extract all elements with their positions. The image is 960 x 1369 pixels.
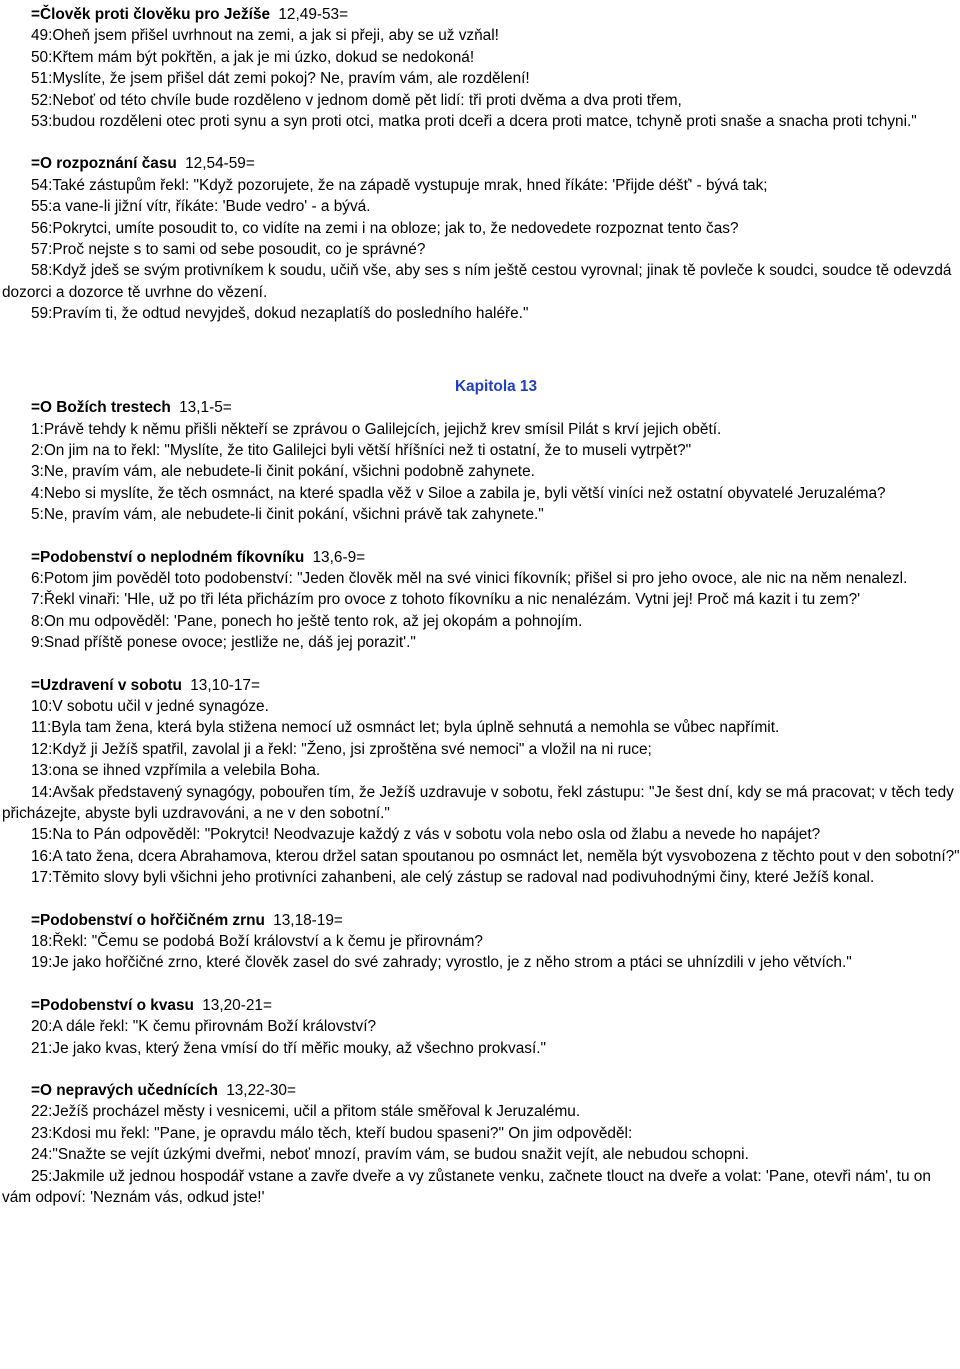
section-heading bbox=[2, 675, 960, 696]
section-title: =O Božích trestech bbox=[31, 399, 171, 417]
verse: 25:Jakmile už jednou hospodář vstane a zavře dveře a vy zůstanete venku, začnete tlouct na dveře a volat: 'Pane, otevři nám', tu on vám odpoví: 'Neznám vás, odkud jste!' bbox=[2, 1167, 931, 1207]
section-heading bbox=[2, 547, 960, 568]
section-heading bbox=[2, 397, 960, 418]
spacer bbox=[2, 1059, 960, 1080]
section-reference: 13,22-30= bbox=[226, 1082, 296, 1100]
section-heading bbox=[2, 995, 960, 1016]
verse: 14:Avšak představený synagógy, pobouřen tím, že Ježíš uzdravuje v sobotu, řekl zástupu: "Je šest dní, kdy se má pracovat; v těch tedy přicházejte, abyste byli uzdravováni, a ne v den sobotní." bbox=[2, 783, 954, 822]
verse: 52:Neboť od této chvíle bude rozděleno v jednom domě pět lidí: tři proti dvěma a dva proti třem, bbox=[31, 91, 682, 109]
verse: 17:Těmito slovy byli všichni jeho protivníci zahanbeni, ale celý zástup se radoval nad podivuhodnými činy, které Ježíš konal. bbox=[31, 869, 875, 887]
verse: 10:V sobotu učil v jedné synagóze. bbox=[31, 697, 269, 715]
verse: 16:A tato žena, dcera Abrahamova, kterou držel satan spoutanou po osmnáct let, neměla být vysvobozena z těchto pout v den sobotní?" bbox=[31, 847, 960, 865]
verse: 56:Pokrytci, umíte posoudit to, co vidíte na zemi i na obloze; jak to, že nedovedete rozpoznat tento čas? bbox=[31, 219, 739, 237]
verse: 53:budou rozděleni otec proti synu a syn proti otci, matka proti dceři a dcera proti matce, tchyně proti snaše a snacha proti tchyni." bbox=[31, 113, 917, 131]
section-reference: 12,49-53= bbox=[278, 6, 349, 23]
section-reference: 13,10-17= bbox=[190, 676, 260, 694]
verse: 9:Snad příště ponese ovoce; jestliže ne, dáš jej porazit'." bbox=[31, 634, 416, 652]
section-reference: 13,6-9= bbox=[312, 548, 366, 566]
verse: 1:Právě tehdy k němu přišli někteří se zprávou o Galilejcích, jejichž krev smísil Pilát s krví jejich obětí. bbox=[31, 420, 722, 438]
section-reference: 13,18-19= bbox=[273, 911, 343, 929]
verse: 23:Kdosi mu řekl: "Pane, je opravdu málo těch, kteří budou spaseni?" On jim odpověděl: bbox=[31, 1124, 633, 1142]
verse: 22:Ježíš procházel městy i vesnicemi, učil a přitom stále směřoval k Jeruzalému. bbox=[31, 1103, 581, 1121]
section-reference: 13,1-5= bbox=[179, 399, 232, 417]
verse: 2:On jim na to řekl: "Myslíte, že tito Galilejci byli větší hříšníci než ti ostatní, že to museli vytrpět?" bbox=[31, 441, 692, 459]
section-reference: 12,54-59= bbox=[185, 155, 255, 173]
section-heading bbox=[2, 153, 960, 174]
verse: 51:Myslíte, že jsem přišel dát zemi pokoj? Ne, pravím vám, ale rozdělení! bbox=[31, 70, 530, 88]
section-title: =Podobenství o neplodném fíkovníku bbox=[31, 548, 305, 566]
section-heading bbox=[2, 910, 960, 931]
verse: 20:A dále řekl: "K čemu přirovnám Boží království? bbox=[31, 1018, 377, 1036]
section-reference: 13,20-21= bbox=[202, 996, 272, 1014]
verse: 15:Na to Pán odpověděl: "Pokrytci! Neodvazuje každý z vás v sobotu vola nebo osla od žlabu a nevede ho napájet? bbox=[31, 826, 821, 844]
verse: 24:"Snažte se vejít úzkými dveřmi, neboť mnozí, pravím vám, se budou snažit vejít, ale nebudou schopni. bbox=[31, 1146, 749, 1164]
section-title: =Podobenství o kvasu bbox=[31, 996, 194, 1014]
spacer bbox=[2, 974, 960, 995]
verse: 55:a vane-li jižní vítr, říkáte: 'Bude vedro' - a bývá. bbox=[31, 198, 371, 216]
spacer bbox=[2, 654, 960, 675]
spacer bbox=[2, 526, 960, 547]
verse: 6:Potom jim pověděl toto podobenství: "Jeden člověk měl na své vinici fíkovník; přišel si pro jeho ovoce, ale nic na něm nenalezl. bbox=[31, 569, 908, 587]
verse: 13:ona se ihned vzpřímila a velebila Boha. bbox=[31, 762, 321, 780]
verse: 11:Byla tam žena, která byla stižena nemocí už osmnáct let; byla úplně sehnutá a nemohla se vůbec napřímit. bbox=[31, 719, 780, 737]
spacer bbox=[2, 325, 960, 376]
section-title: =Uzdravení v sobotu bbox=[31, 676, 182, 694]
section-heading bbox=[2, 4, 960, 25]
verse: 4:Nebo si myslíte, že těch osmnáct, na které spadla věž v Siloe a zabila je, byli větší viníci než ostatní obyvatelé Jeruzaléma? bbox=[31, 484, 886, 502]
chapter-title: Kapitola 13 bbox=[454, 377, 538, 395]
verse: 8:On mu odpověděl: 'Pane, ponech ho ještě tento rok, až jej okopám a pohnojím. bbox=[31, 612, 583, 630]
section-title: =O nepravých učednících bbox=[31, 1082, 218, 1100]
verse: 21:Je jako kvas, který žena vmísí do tří měřic mouky, až všechno prokvasí." bbox=[31, 1039, 546, 1057]
spacer bbox=[2, 889, 960, 910]
section-title: =Člověk proti člověku pro Ježíše bbox=[31, 6, 271, 23]
verse: 19:Je jako hořčičné zrno, které člověk zasel do své zahrady; vyrostlo, je z něho strom a ptáci se uhnízdili v jeho větvích." bbox=[31, 954, 852, 972]
verse: 5:Ne, pravím vám, ale nebudete-li činit pokání, všichni právě tak zahynete." bbox=[31, 506, 544, 524]
verse: 58:Když jdeš se svým protivníkem k soudu, učiň vše, aby ses s ním ještě cestou vyrovnal; jinak tě povleče k soudci, soudce tě odevzdá dozorci a dozorce tě uvrhne do vězení. bbox=[2, 262, 952, 301]
verse: 18:Řekl: "Čemu se podobá Boží království a k čemu je přirovnám? bbox=[31, 933, 483, 951]
verse: 3:Ne, pravím vám, ale nebudete-li činit pokání, všichni podobně zahynete. bbox=[31, 463, 535, 481]
verse: 57:Proč nejste s to sami od sebe posoudit, co je správné? bbox=[31, 241, 426, 259]
section-heading bbox=[2, 1080, 960, 1101]
verse: 12:Když ji Ježíš spatřil, zavolal ji a řekl: "Ženo, jsi zproštěna své nemoci" a vložil na ni ruce; bbox=[31, 740, 652, 758]
section-title: =Podobenství o hořčičném zrnu bbox=[31, 911, 265, 929]
verse: 54:Také zástupům řekl: "Když pozorujete, že na západě vystupuje mrak, hned říkáte: 'Přijde déšť' - bývá tak; bbox=[31, 176, 768, 194]
verse: 49:Oheň jsem přišel uvrhnout na zemi, a jak si přeji, aby se už vzňal! bbox=[31, 27, 499, 45]
verse: 59:Pravím ti, že odtud nevyjdeš, dokud nezaplatíš do posledního haléře." bbox=[31, 305, 529, 323]
verse: 50:Křtem mám být pokřtěn, a jak je mi úzko, dokud se nedokoná! bbox=[31, 48, 475, 66]
verse: 7:Řekl vinaři: 'Hle, už po tři léta přicházím pro ovoce z tohoto fíkovníku a nic nenalézám. Vytni jej! Proč má kazit i tu zem?' bbox=[31, 591, 861, 609]
spacer bbox=[2, 132, 960, 153]
section-title: =O rozpoznání času bbox=[31, 155, 177, 173]
